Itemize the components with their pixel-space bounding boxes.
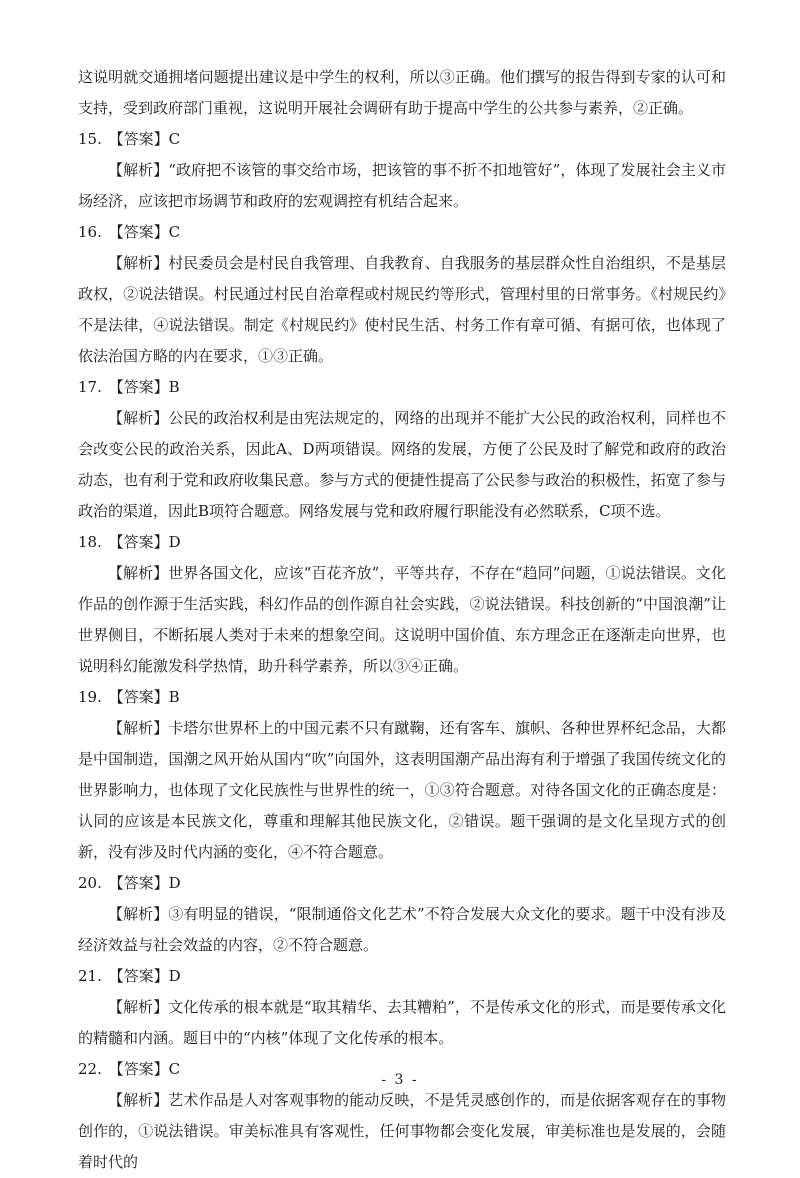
analysis-paragraph: 【解析】艺术作品是人对客观事物的能动反映，不是凭灵感创作的，而是依据客观存在的事物创作的，①说法错误。审美标准具有客观性，任何事物都会变化发展，审美标准也是发展的，会随着时代的 [78,1091,726,1171]
answer-line [78,372,726,403]
analysis-paragraph: 【解析】③有明显的错误，“限制通俗文化艺术”不符合发展大众文化的要求。题干中没有涉及经济效益与社会效益的内容，②不符合题意。 [78,905,726,954]
answer-label: 【答案】D [108,967,181,985]
answer-line [78,527,726,558]
question-number: 21. [78,967,102,985]
analysis-paragraph: 【解析】村民委员会是村民自我管理、自我教育、自我服务的基层群众性自治组织，不是基层政权，②说法错误。村民通过村民自治章程或村规民约等形式，管理村里的日常事务。《村规民约》不是法律，④说法错误。制定《村规民约》使村民生活、村务工作有章可循、有据可依，也体现了依法治国方略的内在要求，①③正确。 [78,254,726,365]
answer-item-19 [78,682,726,868]
question-number: 18. [78,533,102,551]
answer-item-21 [78,961,726,1054]
answer-line [78,682,726,713]
answer-item-20 [78,868,726,961]
answer-label: 【答案】D [108,874,181,892]
answer-label: 【答案】D [108,533,181,551]
page-number: - 3 - [381,1072,419,1088]
answer-item-18 [78,527,726,682]
analysis-paragraph: 【解析】公民的政治权利是由宪法规定的，网络的出现并不能扩大公民的政治权利，同样也不会改变公民的政治关系，因此A、D两项错误。网络的发展，方便了公民及时了解党和政府的政治动态，也有利于党和政府收集民意。参与方式的便捷性提高了公民参与政治的积极性，拓宽了参与政治的渠道，因此B项符合题意。网络发展与党和政府履行职能没有必然联系，C项不选。 [78,409,726,520]
answer-line [78,868,726,899]
analysis-paragraph: 【解析】世界各国文化，应该“百花齐放”，平等共存，不存在“趋同”问题，①说法错误。文化作品的创作源于生活实践，科幻作品的创作源自社会实践，②说法错误。科技创新的“中国浪潮”让世界侧目，不断拓展人类对于未来的想象空间。这说明中国价值、东方理念正在逐渐走向世界，也说明科幻能激发科学热情，助升科学素养，所以③④正确。 [78,564,726,675]
answer-label: 【答案】C [108,223,181,241]
answer-item-17 [78,372,726,527]
question-number: 17. [78,378,102,396]
question-number: 16. [78,223,102,241]
analysis-paragraph: 【解析】“政府把不该管的事交给市场，把该管的事不折不扣地管好”，体现了发展社会主义市场经济，应该把市场调节和政府的宏观调控有机结合起来。 [78,161,726,210]
answer-label: 【答案】B [108,688,180,706]
answer-line [78,961,726,992]
question-number: 22. [78,1060,102,1078]
analysis-paragraph: 【解析】卡塔尔世界杯上的中国元素不只有蹴鞠，还有客车、旗帜、各种世界杯纪念品，大都是中国制造，国潮之风开始从国内“吹”向国外，这表明国潮产品出海有利于增强了我国传统文化的世界影响力，也体现了文化民族性与世界性的统一，①③符合题意。对待各国文化的正确态度是：认同的应该是本民族文化，尊重和理解其他民族文化，②错误。题干强调的是文化呈现方式的创新，没有涉及时代内涵的变化，④不符合题意。 [78,719,726,861]
answer-line [78,217,726,248]
question-number: 20. [78,874,102,892]
answer-line [78,124,726,155]
answer-item-15 [78,124,726,217]
analysis-paragraph: 【解析】文化传承的根本就是“取其精华、去其糟粕”，不是传承文化的形式，而是要传承文化的精髓和内涵。题目中的“内核”体现了文化传承的根本。 [78,998,726,1047]
document-body [78,62,726,1178]
continuation-paragraph: 这说明就交通拥堵问题提出建议是中学生的权利，所以③正确。他们撰写的报告得到专家的认可和支持，受到政府部门重视，这说明开展社会调研有助于提高中学生的公共参与素养，②正确。 [78,68,726,117]
answer-item-16 [78,217,726,372]
question-number: 19. [78,688,102,706]
answer-label: 【答案】C [108,130,181,148]
answer-label: 【答案】C [108,1060,181,1078]
question-number: 15. [78,130,102,148]
answer-label: 【答案】B [108,378,180,396]
